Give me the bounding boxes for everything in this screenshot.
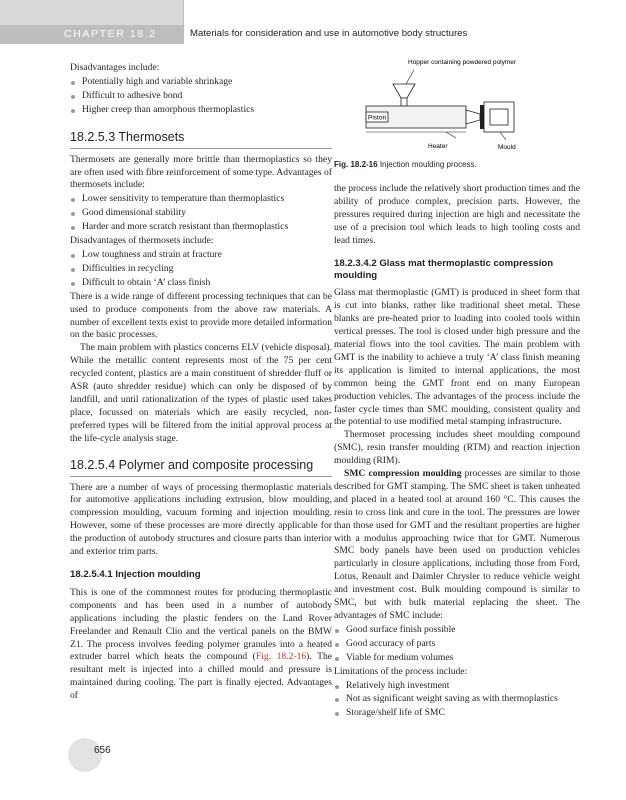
list-item: Good surface finish possible [334, 624, 580, 637]
list-item: Good dimensional stability [70, 207, 332, 220]
leader-line [406, 70, 414, 84]
header-band [0, 0, 183, 25]
hopper-shape [393, 84, 415, 98]
paragraph: Disadvantages of thermosets include: [70, 235, 214, 247]
paragraph: Thermoset processing includes sheet moulding compound (SMC), resin transfer moulding (RTM) and reaction injection moulding (RIM). [334, 429, 580, 467]
list-item: Good accuracy of parts [334, 638, 580, 651]
paragraph-smc: SMC compression moulding processes are similar to those described for GMT stamping. The SMC sheet is taken unheated and placed in a heated tool at around 160 °C. This causes the resin to cross link and cure in the tool. The pressures are lower than those used for GMT and the resultant properties are higher with a modulus approaching twice that for GMT. Numerous SMC body panels have been used on production vehicles particularly in closure applications, including those from Ford, Lotus, Renault and Daimler Chrysler to reduce vehicle weight and investment cost. Bulk moulding compound is similar to SMC, but with bulk material replacing the sheet. The advantages of SMC include: [334, 468, 580, 621]
chapter-label: CHAPTER 18.2 [64, 28, 157, 40]
mould-label: Mould [498, 144, 516, 151]
section-heading-polymer: 18.2.5.4 Polymer and composite processing [70, 457, 314, 472]
running-title: Materials for consideration and use in automotive body structures [190, 28, 468, 39]
figure-link[interactable]: Fig. 18.2-16 [255, 651, 307, 663]
heater-label: Heater [428, 143, 448, 150]
heading-rule [70, 148, 332, 149]
header-divider [183, 0, 184, 44]
list-item: Not as significant weight saving as with thermoplastics [334, 693, 580, 706]
section-heading-thermosets: 18.2.5.3 Thermosets [70, 129, 185, 144]
hopper-neck [401, 98, 407, 106]
chapter-tab [0, 25, 183, 44]
piston-label: Piston [368, 114, 387, 122]
nozzle [466, 110, 480, 124]
leader-line [500, 132, 506, 140]
injection-moulding-diagram [338, 56, 548, 156]
list-item: Low toughness and strain at fracture [70, 249, 332, 262]
mould-plate [480, 105, 484, 129]
leader-line [446, 132, 456, 138]
list-item: Higher creep than amorphous thermoplastics [70, 104, 332, 117]
mould-cavity [490, 109, 508, 125]
paragraph: Glass mat thermoplastic (GMT) is produced in sheet form that is cut into blanks, rather like traditional sheet metal. These blanks are pre-heated prior to loading into cooled tools within vertical presses. The tool is closed under high pressure and the material flows into the tool cavities. The main problem with GMT is the inability to achieve a truly ‘A’ class finish meaning its application is limited to internal applications, the most common being the GMT front end on many European production vehicles. The advantages of the process include the faster cycle times than SMC moulding, consistent quality and the potential to use modified metal stamping infrastructure. [334, 287, 580, 428]
heading-rule [70, 476, 332, 477]
list-item: Potentially high and variable shrinkage [70, 76, 332, 89]
figure-caption: Fig. 18.2-16 Injection moulding process. [334, 160, 477, 169]
paragraph: There is a wide range of different processing techniques that can be used to produce components from the above raw materials. A number of excellent texts exist to provide more detailed information on the basic processes. [70, 290, 332, 341]
list-item: Storage/shelf life of SMC [334, 707, 580, 720]
disadvantages-intro: Disadvantages include: [70, 62, 160, 73]
left-column [70, 62, 332, 703]
list-item: Difficulties in recycling [70, 263, 332, 276]
paragraph: There are a number of ways of processing thermoplastic materials for automotive applications including extrusion, blow moulding, compression moulding, vacuum forming and injection moulding. However, some of these processes are more directly applicable for the production of autobody structures and closure parts than interior and exterior trim parts. [70, 481, 332, 558]
paragraph-injection: This is one of the commonest routes for producing thermoplastic components and has been used in a number of autobody applications including the plastic fenders on the Land Rover Freelander and Renault Clio and the vertical panels on the BMW Z1. The process involves feeding polymer granules into a heated extruder barrel which heats the compound (Fig. 18.2-16). The resultant melt is injected into a chilled mould and pressure is maintained during cooling. The part is finally ejected. Advantages of [70, 586, 333, 702]
list-item: Difficult to obtain ‘A’ class finish [70, 277, 332, 290]
paragraph: The main problem with plastics concerns ELV (vehicle disposal). While the metallic content represents most of the 75 per cent recycled content, plastics are a main constituent of shredder fluff or ASR (auto shredder residue) which can only be disposed of by landfill, and until rationalization of the types of plastic used takes place, focussed on materials which are easily recycled, non-preferred types will be filtered from the initial approval process at the life-cycle analysis stage. [70, 342, 332, 444]
paragraph: Thermosets are generally more brittle than thermoplastics so they are often used with fibre reinforcement of some type. Advantages of thermosets include: [70, 153, 332, 191]
list-item: Relatively high investment [334, 680, 580, 693]
list-item: Difficult to adhesive bond [70, 90, 332, 103]
page-number: 656 [94, 745, 111, 756]
paragraph: Limitations of the process include: [334, 665, 468, 677]
subsection-heading-injection: 18.2.5.4.1 Injection moulding [70, 569, 201, 580]
list-item: Harder and more scratch resistant than thermoplastics [70, 221, 332, 234]
right-column [334, 183, 580, 721]
subsection-heading-gmt: 18.2.3.4.2 Glass mat thermoplastic compression moulding [334, 257, 554, 282]
paragraph: the process include the relatively short production times and the ability of produce complex, precision parts. However, the pressures required during injection are high and necessitate the use of a precision tool which leads to high tooling costs and lead times. [334, 183, 580, 246]
list-item: Viable for medium volumes [334, 652, 580, 665]
hopper-label: Hopper containing powdered polymer [408, 59, 517, 66]
list-item: Lower sensitivity to temperature than thermoplastics [70, 193, 332, 206]
